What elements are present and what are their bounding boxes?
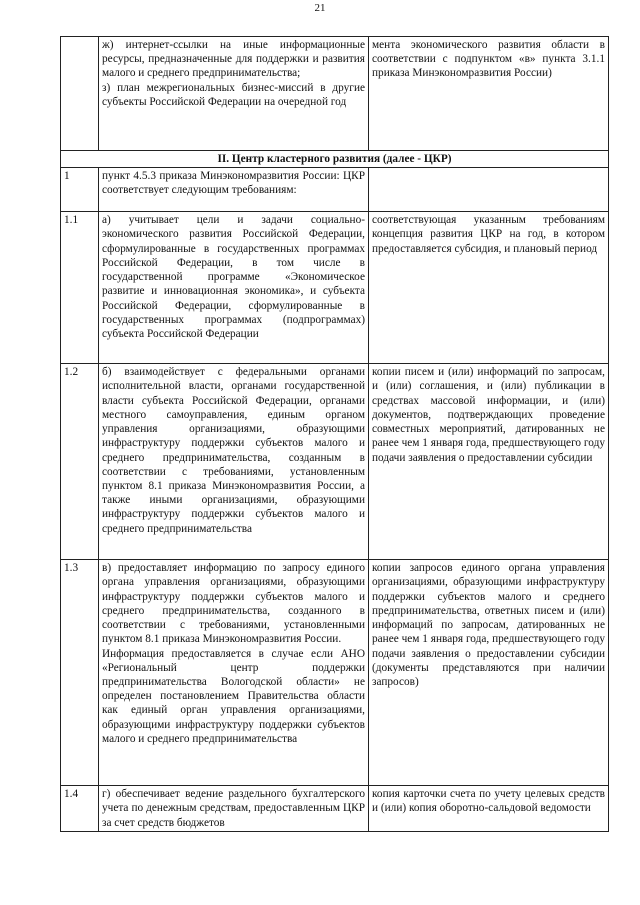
requirement-cell <box>99 364 369 560</box>
requirement-cell <box>99 560 369 786</box>
requirements-table <box>60 36 609 832</box>
table-row <box>61 560 609 786</box>
row-number: 1.1 <box>61 212 99 364</box>
document-cell: копии запросов единого органа управления организациями, образующими инфраструктуру поддержки субъектов малого и среднего предпринимательства, ответных писем и (или) информаций по запросам, датированных не ранее чем 1 января года, предшествующего году подачи заявления о предоставлении субсидии (документы представляются при наличии запросов) <box>369 560 609 786</box>
row-number <box>61 37 99 151</box>
row-number: 1.4 <box>61 786 99 832</box>
document-cell: копии писем и (или) информаций по запросам, и (или) соглашения, и (или) публикации в средствах массовой информации, и (или) документов, подтверждающих проведение совместных мероприятий, датированных не ранее чем 1 января года, предшествующего году подачи заявления о предоставлении субсидии <box>369 364 609 560</box>
requirement-paragraph: а) учитывает цели и задачи социально-экономического развития Российской Федерации, сформулированные в государственных программах Российской Федерации, в том числе в государственной программе «Экономическое развитие и инновационная экономика», и субъекта Российской Федерации, сформулированные в государственных программах (подпрограммах) субъекта Российской Федерации <box>102 214 365 340</box>
table-row <box>61 37 609 151</box>
requirement-cell <box>99 212 369 364</box>
row-number: 1.3 <box>61 560 99 786</box>
requirement-paragraph: з) план межрегиональных бизнес-миссий в другие субъекты Российской Федерации на очередной год <box>102 81 365 108</box>
table-row <box>61 168 609 212</box>
requirement-cell <box>99 168 369 212</box>
table-row <box>61 364 609 560</box>
requirement-paragraph: ж) интернет-ссылки на иные информационные ресурсы, предназначенные для поддержки и развития малого и среднего предпринимательства; <box>102 39 365 80</box>
requirement-paragraph: Информация предоставляется в случае если АНО «Региональный центр поддержки предпринимательства Вологодской области» не определен постановлением Правительства области как единый орган управления организациями, образующими инфраструктуру поддержки субъектов малого и среднего предпринимательства <box>102 647 365 745</box>
requirement-paragraph: г) обеспечивает ведение раздельного бухгалтерского учета по денежным средствам, предоставленным ЦКР за счет средств бюджетов <box>102 788 365 829</box>
requirement-paragraph: пункт 4.5.3 приказа Минэкономразвития России: ЦКР соответствует следующим требованиям: <box>102 170 365 197</box>
requirement-cell <box>99 786 369 832</box>
requirement-paragraph: в) предоставляет информацию по запросу единого органа управления организациями, образующими инфраструктуру поддержки субъектов малого и среднего предпринимательства, созданного в соответствии с требованиями, установленными пунктом 8.1 приказа Минэкономразвития России. <box>102 562 365 646</box>
page-number: 21 <box>314 2 326 14</box>
row-number: 1 <box>61 168 99 212</box>
document-cell: соответствующая указанным требованиям концепция развития ЦКР на год, в котором предоставляется субсидия, и плановый период <box>369 212 609 364</box>
document-cell <box>369 168 609 212</box>
section-title: II. Центр кластерного развития (далее - ЦКР) <box>61 151 609 168</box>
document-cell: копия карточки счета по учету целевых средств и (или) копия оборотно-сальдовой ведомости <box>369 786 609 832</box>
document-cell: мента экономического развития области в соответствии с подпунктом «в» пункта 3.1.1 приказа Минэкономразвития России) <box>369 37 609 151</box>
section-header-row <box>61 151 609 168</box>
table-row <box>61 786 609 832</box>
table-row <box>61 212 609 364</box>
requirement-cell <box>99 37 369 151</box>
row-number: 1.2 <box>61 364 99 560</box>
requirement-paragraph: б) взаимодействует с федеральными органами исполнительной власти, органами государственной власти субъекта Российской Федерации, органами местного самоуправления, единым органом управления организациями, образующими инфраструктуру поддержки субъектов малого и среднего предпринимательства, созданным в соответствии с требованиями, установленным пунктом 8.1 приказа Минэкономразвития России, а также иными организациями, образующими инфраструктуру поддержки субъектов малого и среднего предпринимательства <box>102 366 365 535</box>
